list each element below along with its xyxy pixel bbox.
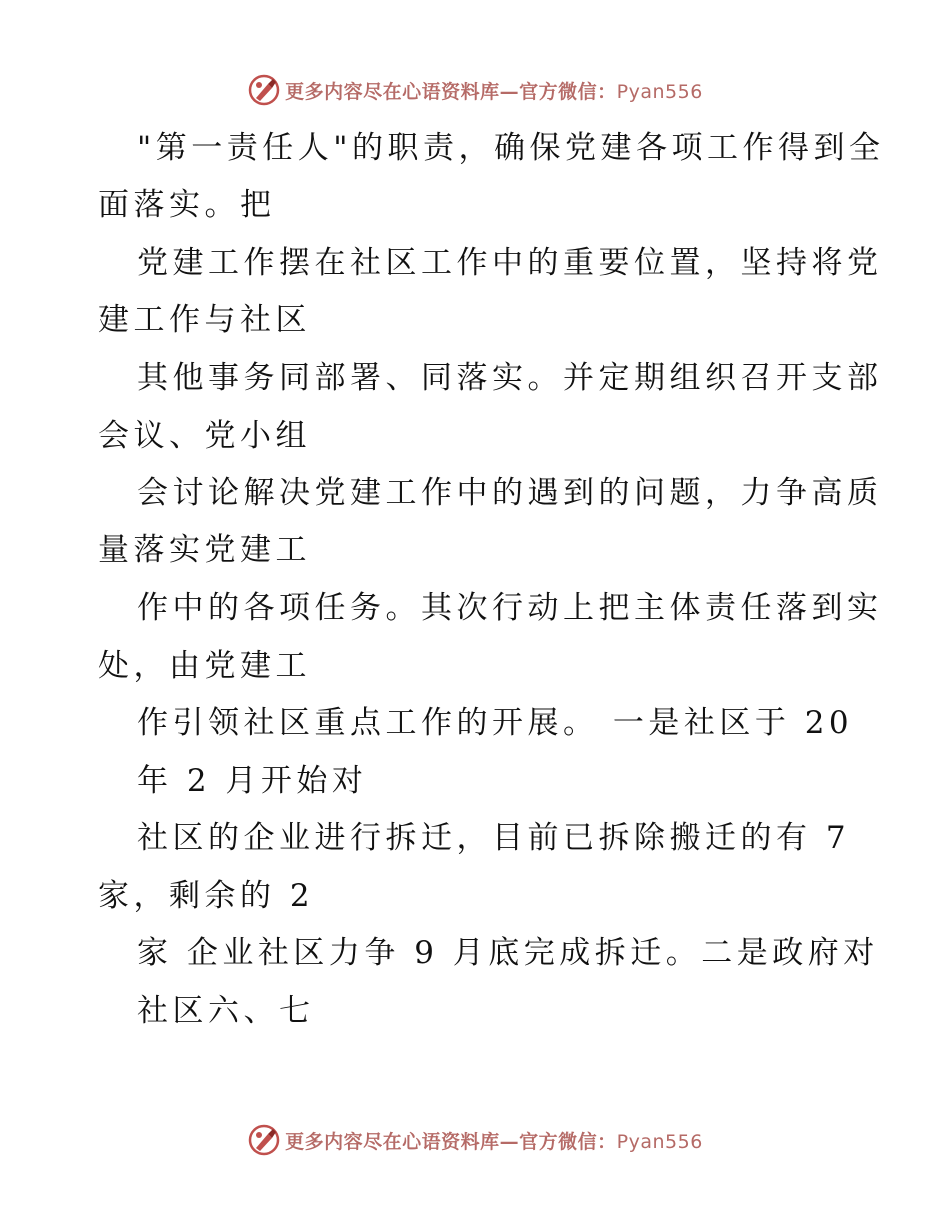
body-line: 会讨论解决党建工作中的遇到的问题，力争高质: [137, 475, 883, 511]
body-line: 社区六、七: [137, 993, 315, 1029]
body-line: 家，剩余的 2: [98, 878, 315, 914]
header-watermark-label: 更多内容尽在心语资料库—官方微信：: [285, 80, 617, 103]
body-line: "第一责任人"的职责，确保党建各项工作得到全: [137, 130, 885, 166]
body-line: 量落实党建工: [98, 532, 311, 568]
body-line: 处，由党建工: [98, 648, 311, 684]
body-line: 其他事务同部署、同落实。并定期组织召开支部: [137, 360, 883, 396]
body-line: 作引领社区重点工作的开展。 一是社区于 20: [137, 705, 854, 741]
body-line: 党建工作摆在社区工作中的重要位置，坚持将党: [137, 245, 883, 281]
body-line: 面落实。把: [98, 187, 276, 223]
body-line: 建工作与社区: [98, 302, 311, 338]
pen-logo-icon: [247, 1123, 281, 1157]
body-line: 社区的企业进行拆迁，目前已拆除搬迁的有 7: [137, 820, 851, 856]
footer-watermark-label: 更多内容尽在心语资料库—官方微信：: [285, 1130, 617, 1153]
footer-wechat-id: Pyan556: [616, 1130, 703, 1153]
footer-watermark: [0, 1120, 950, 1160]
body-line: 家 企业社区力争 9 月底完成拆迁。二是政府对: [137, 935, 879, 971]
body-line: 会议、党小组: [98, 418, 311, 454]
header-wechat-id: Pyan556: [616, 80, 703, 103]
footer-watermark-text: [285, 1127, 703, 1154]
body-line: 作中的各项任务。其次行动上把主体责任落到实: [137, 590, 883, 626]
body-line: 年 2 月开始对: [137, 763, 368, 799]
